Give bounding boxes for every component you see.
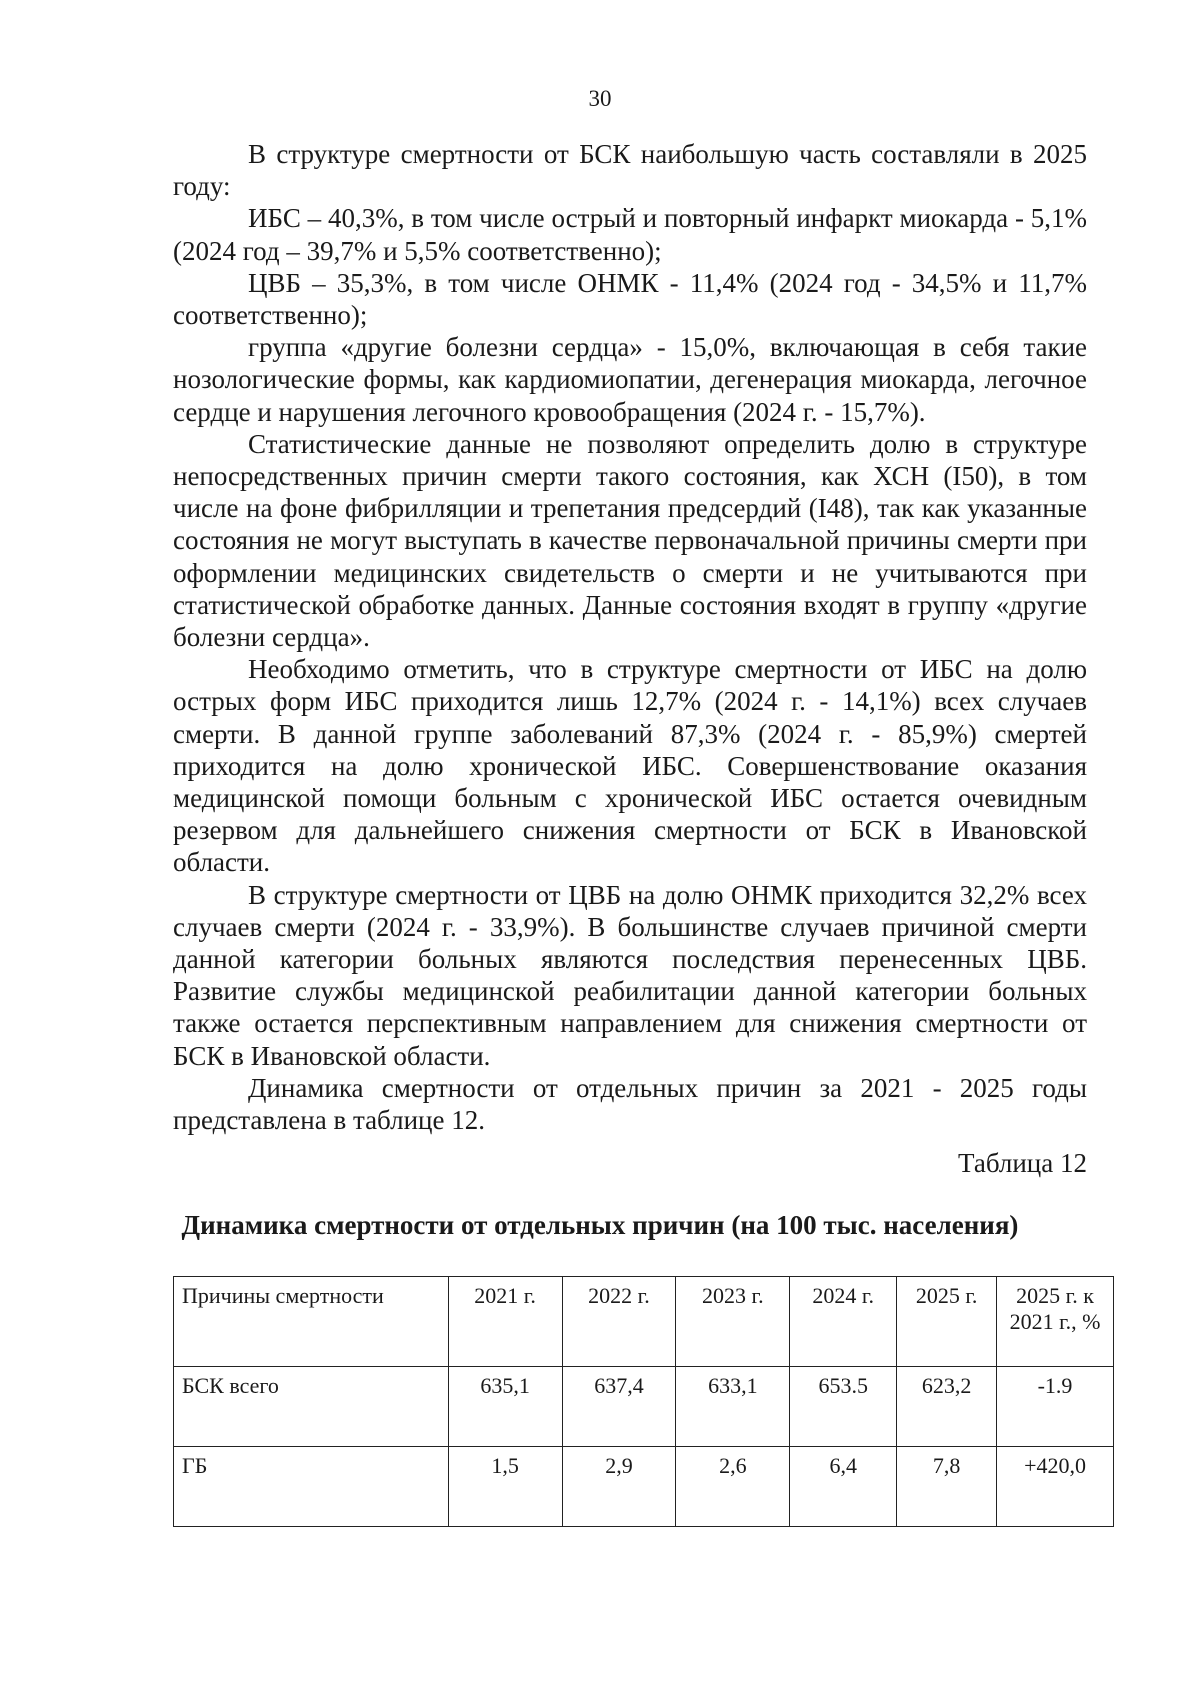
mortality-table: [173, 1276, 1114, 1527]
paragraph: группа «другие болезни сердца» - 15,0%, включающая в себя такие нозологические формы, как кардиомиопатии, дегенерация миокарда, легочное сердце и нарушения легочного кровообращения (2024 г. - 15,7%).: [173, 332, 1087, 427]
table-cell: ГБ: [174, 1447, 449, 1527]
table-row: [174, 1367, 1114, 1447]
paragraph: ИБС – 40,3%, в том числе острый и повторный инфаркт миокарда - 5,1% (2024 год – 39,7% и 5,5% соответственно);: [173, 203, 1087, 266]
header-cell: 2025 г.: [897, 1277, 997, 1367]
table-cell: 2,6: [676, 1447, 790, 1527]
table-cell: +420,0: [997, 1447, 1114, 1527]
table-cell: 6,4: [790, 1447, 897, 1527]
table-cell: БСК всего: [174, 1367, 449, 1447]
table-cell: 623,2: [897, 1367, 997, 1447]
paragraph: Динамика смертности от отдельных причин за 2021 - 2025 годы представлена в таблице 12.: [173, 1072, 1087, 1136]
table-cell: 635,1: [448, 1367, 562, 1447]
paragraph: ЦВБ – 35,3%, в том числе ОНМК - 11,4% (2024 год - 34,5% и 11,7% соответственно);: [173, 267, 1087, 331]
paragraph: Необходимо отметить, что в структуре смертности от ИБС на долю острых форм ИБС приходится лишь 12,7% (2024 г. - 14,1%) всех случаев смерти. В данной группе заболеваний 87,3% (2024 г. - 85,9%) смертей приходится на долю хронической ИБС. Совершенствование оказания медицинской помощи больным с хронической ИБС остается очевидным резервом для дальнейшего снижения смертности от БСК в Ивановской области.: [173, 654, 1087, 878]
table-header-row: [174, 1277, 1114, 1367]
table-cell: 7,8: [897, 1447, 997, 1527]
table-cell: 637,4: [562, 1367, 676, 1447]
header-cell: 2021 г.: [448, 1277, 562, 1367]
table-cell: 2,9: [562, 1447, 676, 1527]
header-cell: 2022 г.: [562, 1277, 676, 1367]
header-cell: Причины смертности: [174, 1277, 449, 1367]
body-text: [173, 138, 1087, 1136]
paragraph: Статистические данные не позволяют определить долю в структуре непосредственных причин смерти такого состояния, как ХСН (I50), в том числе на фоне фибрилляции и трепетания предсердий (I48), так как указанные состояния не могут выступать в качестве первоначальной причины смерти при оформлении медицинских свидетельств о смерти и не учитываются при статистической обработке данных. Данные состояния входят в группу «другие болезни сердца».: [173, 428, 1087, 653]
table-cell: -1.9: [997, 1367, 1114, 1447]
table-cell: 653.5: [790, 1367, 897, 1447]
paragraph: В структуре смертности от БСК наибольшую часть составляли в 2025 году:: [173, 139, 1087, 202]
table-cell: 1,5: [448, 1447, 562, 1527]
table-cell: 633,1: [676, 1367, 790, 1447]
page-number: 30: [588, 86, 612, 111]
header-cell: 2025 г. к 2021 г., %: [997, 1277, 1114, 1367]
table-row: [174, 1447, 1114, 1527]
header-cell: 2024 г.: [790, 1277, 897, 1367]
table-label: Таблица 12: [958, 1148, 1087, 1178]
paragraph: В структуре смертности от ЦВБ на долю ОНМК приходится 32,2% всех случаев смерти (2024 г. - 33,9%). В большинстве случаев причиной смерти данной категории больных являются последствия перенесенных ЦВБ. Развитие службы медицинской реабилитации данной категории больных также остается перспективным направлением для снижения смертности от БСК в Ивановской области.: [173, 879, 1087, 1071]
table-title: Динамика смертности от отдельных причин (на 100 тыс. населения): [181, 1210, 1019, 1240]
header-cell: 2023 г.: [676, 1277, 790, 1367]
